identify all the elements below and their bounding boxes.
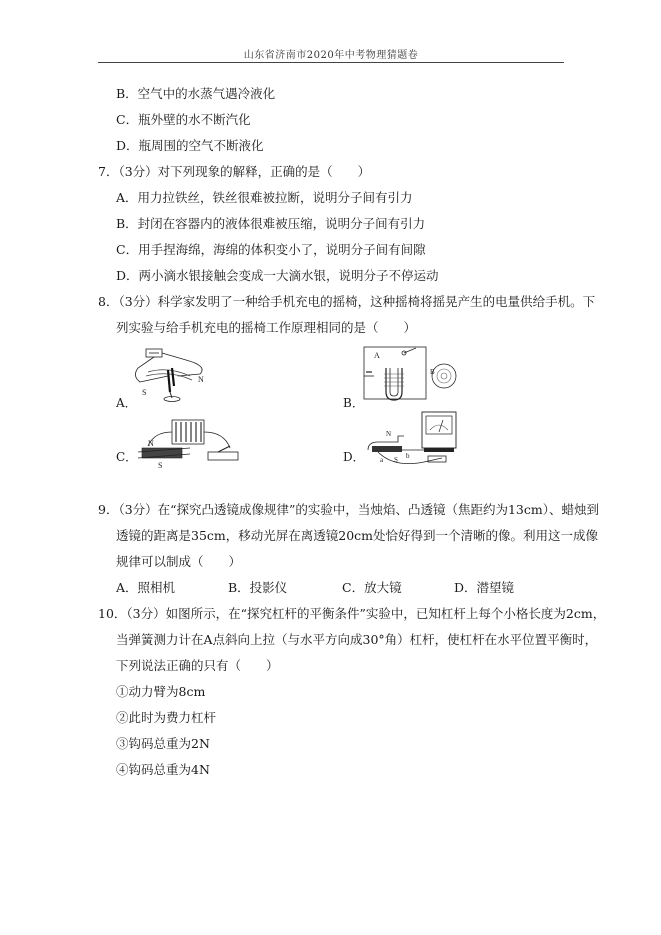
- q6-option-b: B．空气中的水蒸气遇冷液化: [116, 86, 276, 101]
- fig-d-label-s: S: [394, 456, 398, 464]
- fig-b-label-a: A: [374, 351, 380, 360]
- q9-option-a: A．照相机: [116, 580, 176, 595]
- q8-figure-c-label: C．: [116, 450, 138, 464]
- fig-c-label-n: N: [148, 439, 154, 448]
- q7-option-d: D．两小滴水银接触会变成一大滴水银，说明分子不停运动: [116, 268, 439, 283]
- q6-option-d: D．瓶周围的空气不断液化: [116, 138, 264, 153]
- q9-option-b: B．投影仪: [228, 580, 288, 595]
- q8-figure-b: [360, 344, 464, 402]
- q10-statement-2: ②此时为费力杠杆: [116, 710, 217, 725]
- fig-d-label-n: N: [386, 430, 392, 438]
- q7-stem: 7．（3分）对下列现象的解释，正确的是（ ）: [98, 164, 371, 179]
- header-rule: [98, 62, 564, 63]
- q8-stem-line1: 8．（3分）科学家发明了一种给手机充电的摇椅，这种摇椅将摇晃产生的电量供给手机。下: [98, 294, 596, 309]
- q7-option-c: C．用手捏海绵，海绵的体积变小了，说明分子间有间隙: [116, 242, 426, 257]
- fig-a-label-n: N: [198, 375, 204, 384]
- q8-figure-c: [134, 418, 244, 470]
- fig-a-label-s: S: [142, 388, 147, 397]
- q8-figure-a: [128, 346, 218, 402]
- q8-figure-d-label: D．: [343, 450, 365, 464]
- q10-stem-line2: 当弹簧测力计在A点斜向上拉（与水平方向成30°角）杠杆，使杠杆在水平位置平衡时，: [116, 632, 598, 647]
- q7-option-b: B．封闭在容器内的液体很难被压缩，说明分子间有引力: [116, 216, 426, 231]
- q9-option-d: D．潜望镜: [454, 580, 515, 595]
- q6-option-c: C．瓶外壁的水不断汽化: [116, 112, 251, 127]
- q7-option-a: A．用力拉铁丝，铁丝很难被拉断，说明分子间有引力: [116, 190, 413, 205]
- fig-d-label-a: a: [380, 456, 384, 464]
- q10-statement-1: ①动力臂为8cm: [116, 684, 206, 699]
- q9-option-c: C．放大镜: [342, 580, 402, 595]
- q9-stem-line2: 透镜的距离是35cm，移动光屏在离透镜20cm处恰好得到一个清晰的像。利用这一成像: [116, 528, 599, 543]
- q8-figure-b-label: B．: [343, 396, 364, 410]
- q8-figure-d: [364, 410, 464, 470]
- fig-d-label-b: b: [406, 452, 410, 460]
- q9-stem-line1: 9．（3分）在“探究凸透镜成像规律”的实验中，当烛焰、凸透镜（焦距约为13cm）、蜡烛到: [98, 502, 599, 517]
- fig-b-label-b: B: [430, 368, 435, 376]
- q10-statement-3: ③钩码总重为2N: [116, 736, 210, 751]
- q9-stem-line3: 规律可以制成（ ）: [116, 554, 242, 569]
- q10-statement-4: ④钩码总重为4N: [116, 762, 210, 777]
- fig-c-label-s: S: [158, 461, 163, 470]
- q8-figure-a-label: A．: [116, 396, 137, 410]
- q8-stem-line2: 列实验与给手机充电的摇椅工作原理相同的是（ ）: [116, 320, 417, 335]
- q10-stem-line3: 下列说法正确的只有（ ）: [116, 658, 279, 673]
- page-header-title: 山东省济南市2020年中考物理猜题卷: [243, 50, 419, 61]
- q10-stem-line1: 10．（3分）如图所示，在“探究杠杆的平衡条件”实验中，已知杠杆上每个小格长度为2cm，: [98, 606, 606, 621]
